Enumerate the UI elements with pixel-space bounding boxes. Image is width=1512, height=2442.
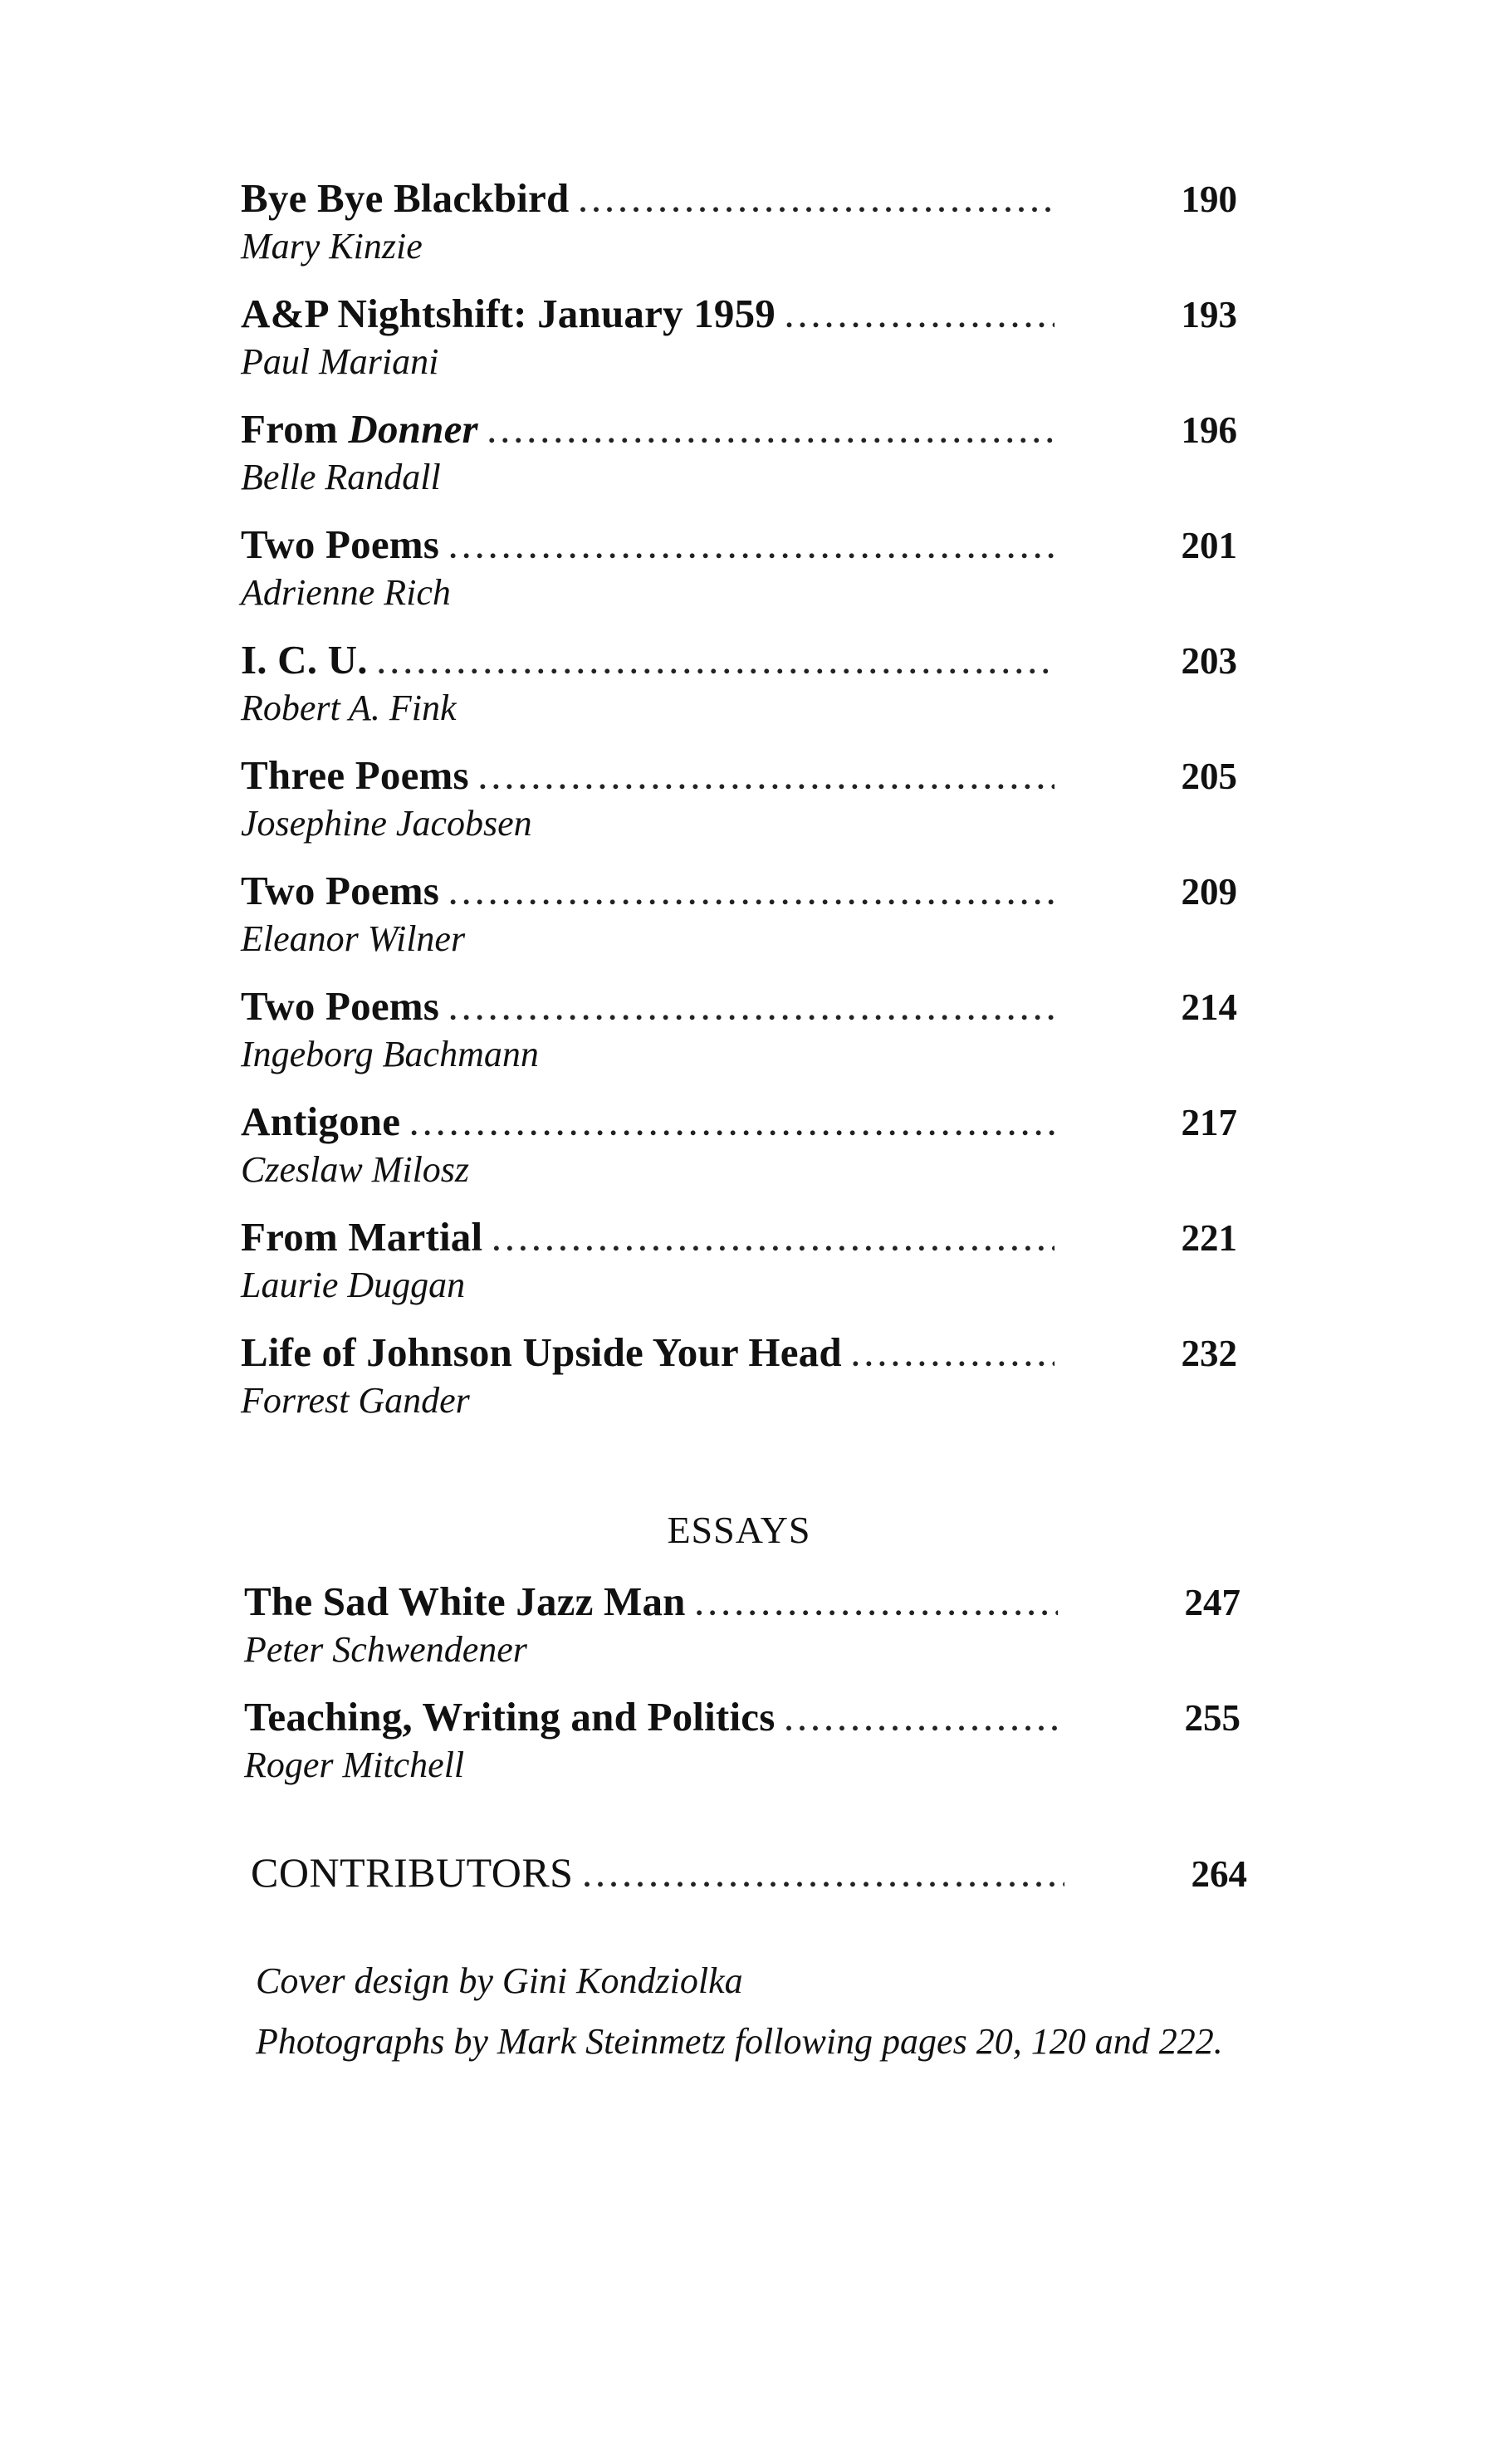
dot-leader [583,1859,1064,1894]
toc-entry-line [241,867,1237,914]
page-number: 196 [1181,409,1237,451]
poems-list [241,174,1237,1444]
toc-entry-line [251,1848,1247,1896]
page-number: 247 [1184,1582,1240,1623]
entry-author: Forrest Gander [241,1380,470,1421]
page-number: 255 [1184,1697,1240,1739]
toc-entry [241,1213,1237,1329]
entry-author: Mary Kinzie [241,226,423,267]
entry-title [241,405,478,453]
entry-author: Eleanor Wilner [241,918,466,959]
page-number: 201 [1181,525,1237,566]
page-number: 221 [1181,1217,1237,1259]
toc-entry [241,290,1237,405]
toc-entry-line [241,290,1237,337]
page-number: 203 [1181,640,1237,682]
dot-leader [492,1223,1054,1258]
page-number: 193 [1181,294,1237,335]
entry-author: Paul Mariani [241,341,439,382]
entry-title: Three Poems [241,752,469,798]
toc-entry [241,636,1237,751]
dot-leader [378,646,1054,681]
dot-leader [488,415,1054,450]
dot-leader [449,531,1054,565]
dot-leader [449,877,1054,912]
page-number: 190 [1181,179,1237,220]
toc-entry-line [241,751,1237,799]
toc-entry [241,1329,1237,1444]
toc-entry [241,521,1237,636]
entry-title: A&P Nightshift: January 1959 [241,291,776,336]
entry-title-prefix: From [241,406,349,452]
entry-author: Belle Randall [241,457,441,497]
toc-entry [244,1578,1240,1693]
toc-entry [241,1098,1237,1213]
entry-author: Adrienne Rich [241,572,451,613]
entry-title: Teaching, Writing and Politics [244,1694,776,1740]
entry-title: Life of Johnson Upside Your Head [241,1329,842,1375]
entry-title-italic: Donner [348,406,478,452]
toc-entry-line [244,1693,1240,1740]
page-number: 209 [1181,871,1237,913]
toc-entry-line [241,982,1237,1030]
contributors-title: CONTRIBUTORS [251,1849,574,1896]
entry-title: Antigone [241,1099,401,1144]
dot-leader [579,184,1054,219]
toc-entry [241,405,1237,521]
entry-title: Two Poems [241,983,440,1029]
toc-entry [241,174,1237,290]
entry-title: The Sad White Jazz Man [244,1578,686,1624]
toc-entry [244,1693,1240,1808]
entry-title: Two Poems [241,868,440,913]
cover-credit: Cover design by Gini Kondziolka [256,1960,743,2001]
page-number: 232 [1181,1333,1237,1374]
toc-entry-line [241,636,1237,683]
toc-entry-line [241,405,1237,453]
toc-entry-line [241,1213,1237,1260]
dot-leader [479,761,1054,796]
entry-author: Robert A. Fink [241,688,457,728]
page-number: 205 [1181,756,1237,797]
contributors-entry [251,1848,1247,1896]
toc-entry [241,751,1237,867]
entry-title: Two Poems [241,521,440,567]
dot-leader [696,1588,1058,1622]
toc-entry-line [241,174,1237,222]
essays-heading: ESSAYS [667,1509,811,1551]
entry-title: From Martial [241,1214,483,1260]
entry-title: I. C. U. [241,637,368,683]
page-number: 214 [1181,986,1237,1028]
entry-title: Bye Bye Blackbird [241,175,570,221]
dot-leader [785,300,1054,335]
dot-leader [852,1338,1054,1373]
page-number: 217 [1181,1102,1237,1143]
toc-entry-line [241,521,1237,568]
toc-entry-line [244,1578,1240,1625]
photo-credit: Photographs by Mark Steinmetz following pages 20, 120 and 222. [256,2021,1223,2062]
toc-entry [241,982,1237,1098]
toc-entry [241,867,1237,982]
dot-leader [410,1108,1054,1143]
essays-list [244,1578,1240,1808]
entry-author: Josephine Jacobsen [241,803,532,844]
entry-author: Ingeborg Bachmann [241,1034,539,1074]
credits [256,1960,1485,2081]
page-number: 264 [1191,1853,1247,1895]
toc-entry-line [241,1098,1237,1145]
entry-author: Czeslaw Milosz [241,1149,470,1190]
dot-leader [449,992,1054,1027]
toc-entry-line [241,1329,1237,1376]
entry-author: Laurie Duggan [241,1265,466,1305]
entry-author: Peter Schwendener [244,1629,527,1670]
dot-leader [785,1703,1058,1738]
entry-author: Roger Mitchell [244,1745,465,1785]
